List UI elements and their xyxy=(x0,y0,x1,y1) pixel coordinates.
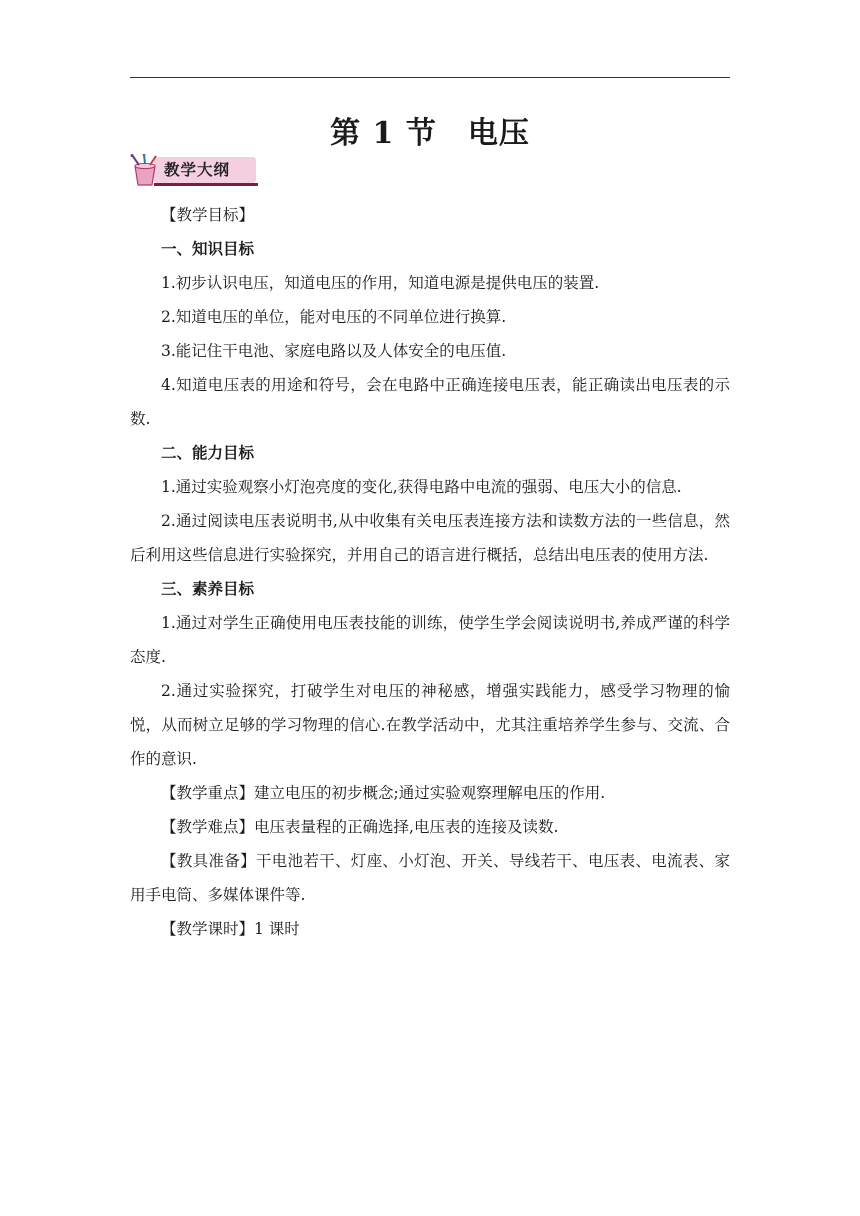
class-hours-label: 【教学课时】 xyxy=(161,920,255,938)
difficult-points-label: 【教学难点】 xyxy=(161,818,255,836)
class-hours-text: 1 课时 xyxy=(254,920,300,938)
literacy-item: 1.通过对学生正确使用电压表技能的训练，使学生学会阅读说明书,养成严谨的科学态度. xyxy=(130,614,730,666)
knowledge-item: 3.能记住干电池、家庭电路以及人体安全的电压值. xyxy=(161,342,507,360)
key-points xyxy=(130,776,730,810)
knowledge-item: 1.初步认识电压，知道电压的作用，知道电源是提供电压的装置. xyxy=(161,274,600,292)
syllabus-content xyxy=(130,198,730,946)
ability-heading: 二、能力目标 xyxy=(161,444,255,462)
knowledge-item: 2.知道电压的单位，能对电压的不同单位进行换算. xyxy=(161,308,507,326)
key-points-label: 【教学重点】 xyxy=(161,784,255,802)
ability-item: 2.通过阅读电压表说明书,从中收集有关电压表连接方法和读数方法的一些信息，然后利用这些信息进行实验探究，并用自己的语言进行概括，总结出电压表的使用方法. xyxy=(130,512,730,564)
knowledge-item: 4.知道电压表的用途和符号，会在电路中正确连接电压表，能正确读出电压表的示数. xyxy=(130,376,730,428)
key-points-text: 建立电压的初步概念;通过实验观察理解电压的作用. xyxy=(254,784,606,802)
materials xyxy=(130,844,730,912)
syllabus-badge xyxy=(126,154,260,188)
materials-label: 【教具准备】 xyxy=(161,852,256,870)
ability-item: 1.通过实验观察小灯泡亮度的变化,获得电路中电流的强弱、电压大小的信息. xyxy=(161,478,682,496)
materials-text: 干电池若干、灯座、小灯泡、开关、导线若干、电压表、电流表、家用手电筒、多媒体课件等. xyxy=(130,852,730,904)
difficult-points-text: 电压表量程的正确选择,电压表的连接及读数. xyxy=(254,818,559,836)
section-title: 第 1 节 电压 xyxy=(330,116,530,151)
knowledge-heading: 一、知识目标 xyxy=(161,240,255,258)
literacy-heading: 三、素养目标 xyxy=(161,580,255,598)
class-hours xyxy=(130,912,730,946)
difficult-points xyxy=(130,810,730,844)
literacy-item: 2.通过实验探究，打破学生对电压的神秘感，增强实践能力，感受学习物理的愉悦，从而树立足够的学习物理的信心.在教学活动中，尤其注重培养学生参与、交流、合作的意识. xyxy=(130,682,730,768)
header-rule xyxy=(130,77,730,78)
objectives-heading: 【教学目标】 xyxy=(161,206,255,224)
badge-label: 教学大纲 xyxy=(164,161,231,179)
